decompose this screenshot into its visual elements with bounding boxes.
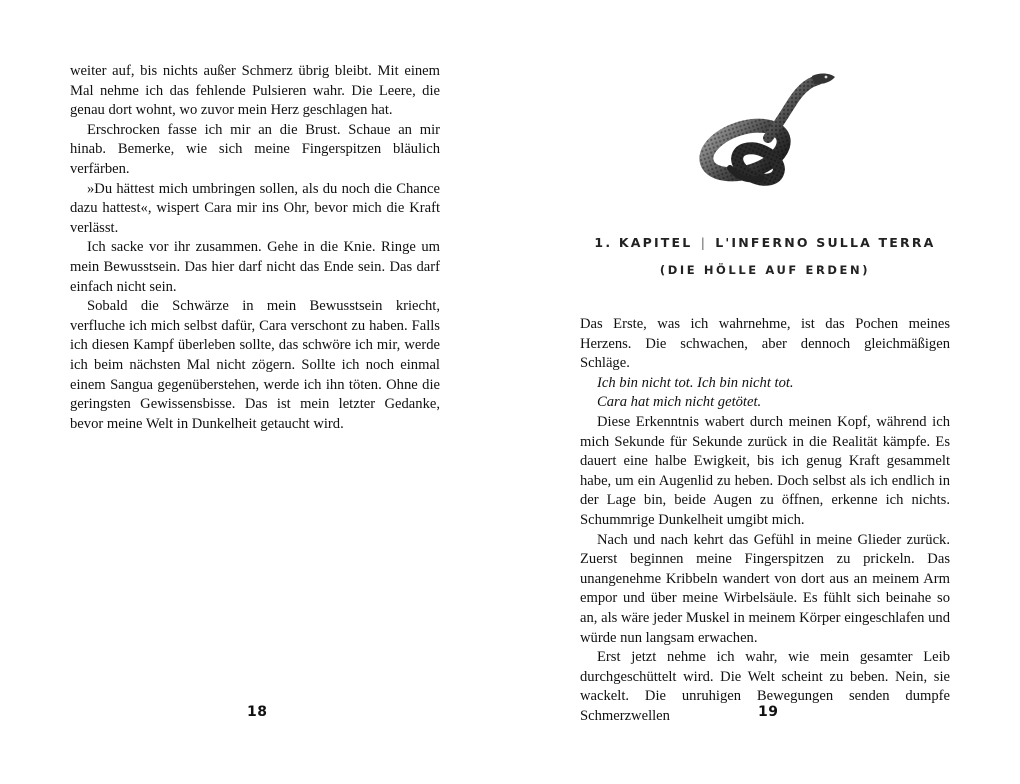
paragraph: weiter auf, bis nichts außer Schmerz übrig bleibt. Mit einem Mal nehme ich das fehlende Pulsieren wahr. Die Leere, die genau dort wohnt, wo zuvor mein Herz geschlagen hat. (70, 63, 440, 119)
right-page (510, 0, 1020, 784)
page-number-left: 18 (247, 704, 268, 720)
paragraph-italic: Ich bin nicht tot. Ich bin nicht tot. (597, 374, 794, 391)
paragraph: Erst jetzt nehme ich wahr, wie mein gesamter Leib durchgeschüttelt wird. Die Welt scheint zu beben. Nein, sie wackelt. Die unruhigen Bewegungen senden dumpfe Schmerzwellen (580, 649, 950, 724)
paragraph: Nach und nach kehrt das Gefühl in meine Glieder zurück. Zuerst beginnen meine Fingerspitzen zu prickeln. Das unangenehme Kribbeln wandert von dort aus an meinem Arm empor und über meine Wirbelsäule. Es fühlt sich beinahe so an, als wäre jeder Muskel in meinem Körper eingeschlafen und würde nun langsam erwachen. (580, 531, 950, 646)
chapter-title: L'INFERNO SULLA TERRA (715, 235, 936, 250)
chapter-label: 1. KAPITEL (594, 235, 693, 250)
paragraph: Das Erste, was ich wahrnehme, ist das Pochen meines Herzens. Die schwachen, aber dennoch gleichmäßigen Schläge. (580, 316, 950, 372)
paragraph: Diese Erkenntnis wabert durch meinen Kopf, während ich mich Sekunde für Sekunde zurück in die Realität kämpfe. Es dauert eine halbe Ewigkeit, bis ich genug Kraft gesammelt habe, um ein Augenlid zu heben. Doch selbst als ich endlich in der Lage bin, beide Augen zu öffnen, erkenne ich nichts. Schummrige Dunkelheit umgibt mich. (580, 413, 950, 528)
paragraph-italic: Cara hat mich nicht getötet. (597, 394, 762, 411)
chapter-subtitle: (DIE HÖLLE AUF ERDEN) (659, 263, 871, 277)
page-number-right: 19 (758, 704, 779, 720)
paragraph: Sobald die Schwärze in mein Bewusstsein kriecht, verfluche ich mich selbst dafür, Cara verschont zu haben. Falls ich diesen Kampf überleben sollte, das schwöre ich mir, werde ich beim nächsten Mal nicht zögern. Sollte ich noch einmal einem Sangua gegenüberstehen, werde ich ihn töten. Ohne die geringsten Gewissensbisse. Das ist mein letzter Gedanke, bevor meine Welt in Dunkelheit getaucht wird. (70, 298, 440, 432)
chapter-heading (580, 235, 950, 250)
right-page-text (580, 315, 950, 726)
coiled-snake-icon (690, 68, 840, 193)
paragraph: »Du hättest mich umbringen sollen, als du noch die Chance dazu hattest«, wispert Cara mir ins Ohr, bevor mich die Kraft verlässt. (70, 180, 440, 236)
left-page-text (70, 62, 440, 434)
paragraph: Ich sacke vor ihr zusammen. Gehe in die Knie. Ringe um mein Bewusstsein. Das hier darf nicht das Ende sein. Das darf einfach nicht sein. (70, 239, 440, 295)
paragraph: Erschrocken fasse ich mir an die Brust. Schaue an mir hinab. Bemerke, wie sich meine Fingerspitzen bläulich verfärben. (70, 121, 440, 177)
chapter-separator: | (700, 235, 708, 250)
